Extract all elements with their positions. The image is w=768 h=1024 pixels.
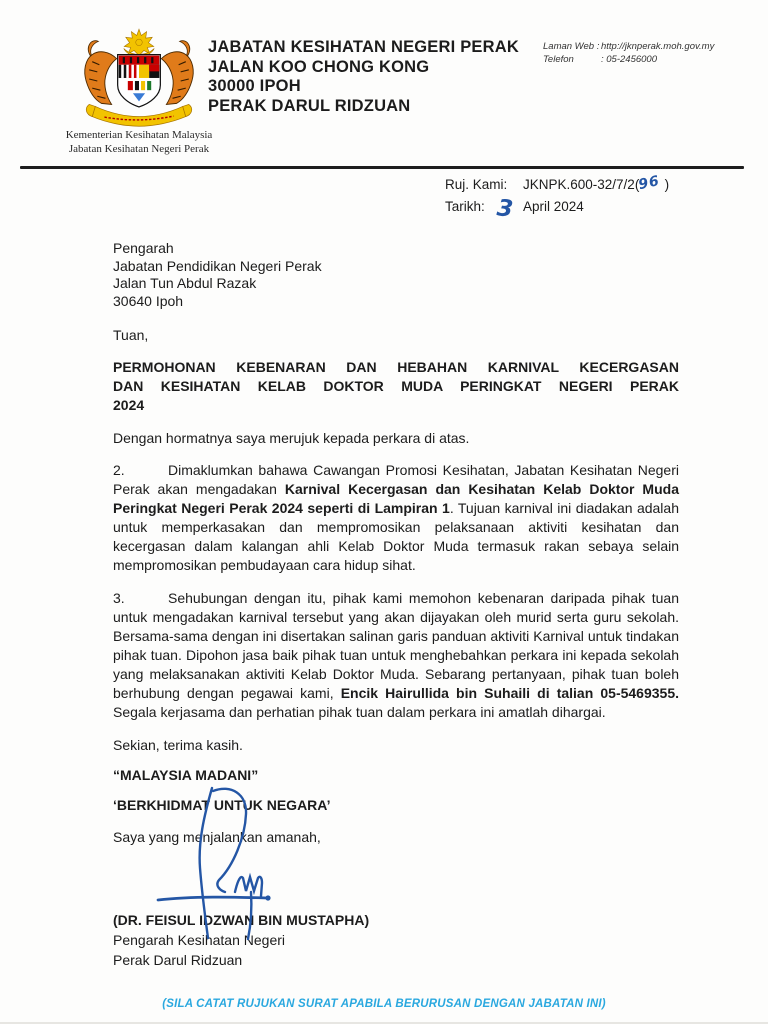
ref-label: Ruj. Kami:	[445, 177, 508, 192]
signatory-org: Perak Darul Ridzuan	[113, 952, 243, 968]
handwritten-date-day: 3	[495, 195, 515, 223]
org-address-2: 30000 IPOH	[208, 77, 301, 95]
ministry-caption	[36, 128, 242, 156]
sign-off-line: Saya yang menjalankan amanah,	[113, 829, 321, 845]
handwritten-ref-number: 96	[637, 172, 662, 194]
letter-body	[113, 240, 679, 970]
footer-note: (SILA CATAT RUJUKAN SURAT APABILA BERURUSAN DENGAN JABATAN INI)	[162, 998, 606, 1010]
subject-line: DAN KESIHATAN KELAB DOKTOR MUDA PERINGKAT NEGERI PERAK	[113, 378, 679, 394]
paragraph-text: Sehubungan dengan itu, pihak kami memohon kebenaran daripada pihak tuan untuk mengadakan karnival tersebut yang akan dijayakan oleh murid serta guru sekolah. Bersama-sama dengan ini disertakan salinan garis panduan aktiviti Karnival untuk tindakan pihak tuan. Dipohon jasa baik pihak tuan untuk menghebahkan perkara ini kepada sekolah yang melaksanakan aktiviti Kelab Doktor Muda. Sebarang pertanyaan, pihak tuan boleh berhubung dengan pegawai kami, Encik Hairullida bin Suhaili di talian 05-5469355. Segala kerjasama dan perhatian pihak tuan dalam perkara ini amatlah dihargai.	[113, 590, 680, 720]
slogan-berkhidmat: ‘BERKHIDMAT UNTUK NEGARA’	[113, 797, 331, 813]
recipient-line: 30640 Ipoh	[113, 292, 184, 309]
paragraph-2	[113, 461, 679, 575]
reference-block	[445, 172, 670, 223]
tiger-right-icon	[161, 41, 193, 105]
subject-heading	[113, 358, 679, 415]
org-address-3: PERAK DARUL RIDZUAN	[208, 96, 411, 115]
letterhead-title	[208, 38, 568, 116]
phone-label: Telefon	[543, 54, 574, 65]
date-label: Tarikh:	[445, 199, 485, 214]
letterhead-divider	[20, 166, 744, 169]
recipient-line: Pengarah	[113, 240, 174, 256]
signatory-name: (DR. FEISUL IDZWAN BIN MUSTAPHA)	[113, 912, 370, 928]
tiger-left-icon	[85, 41, 117, 105]
date-text: April 2024	[523, 199, 584, 214]
contact-info	[543, 40, 753, 66]
recipient-address	[113, 240, 679, 310]
salutation: Tuan,	[113, 327, 149, 343]
signatory-title: Pengarah Kesihatan Negeri	[113, 932, 286, 948]
paragraph-3	[113, 589, 679, 722]
web-label: Laman Web :	[543, 41, 600, 52]
phone-number: : 05-2456000	[601, 54, 657, 65]
subject-line: 2024	[113, 397, 145, 413]
intro-paragraph: Dengan hormatnya saya merujuk kepada perkara di atas.	[113, 430, 470, 446]
closing-line: Sekian, terima kasih.	[113, 737, 243, 753]
slogan-malaysia-madani: “MALAYSIA MADANI”	[113, 767, 259, 783]
ministry-line-1: Kementerian Kesihatan Malaysia	[65, 129, 213, 141]
shield-icon	[118, 55, 161, 107]
recipient-line: Jalan Tun Abdul Razak	[113, 275, 257, 291]
coat-of-arms-logo	[78, 28, 200, 132]
web-url: http://jknperak.moh.gov.my	[601, 41, 715, 52]
org-name: JABATAN KESIHATAN NEGERI PERAK	[208, 38, 519, 56]
paragraph-number: 2.	[113, 462, 125, 478]
ministry-line-2: Jabatan Kesihatan Negeri Perak	[68, 143, 210, 155]
paragraph-number: 3.	[113, 590, 125, 606]
recipient-line: Jabatan Pendidikan Negeri Perak	[113, 257, 322, 274]
paragraph-text: Dimaklumkan bahawa Cawangan Promosi Kesihatan, Jabatan Kesihatan Negeri Perak akan mengadakan Karnival Kecergasan dan Kesihatan Kelab Doktor Muda Peringkat Negeri Perak 2024 seperti di Lampiran 1. Tujuan karnival ini diadakan adalah untuk memperkasakan dan mempromosikan pelaksanaan aktiviti kesihatan dan kecergasan dalam kalangan ahli Kelab Doktor Muda termasuk rakan sebaya selain mempromosikan pembudayaan cara hidup sihat.	[113, 462, 679, 573]
ref-number: JKNPK.600-32/7/2(96 )	[523, 174, 669, 196]
banner-icon	[86, 104, 191, 126]
org-address-1: JALAN KOO CHONG KONG	[208, 57, 430, 76]
subject-line: PERMOHONAN KEBENARAN DAN HEBAHAN KARNIVAL KECERGASAN	[113, 359, 679, 375]
